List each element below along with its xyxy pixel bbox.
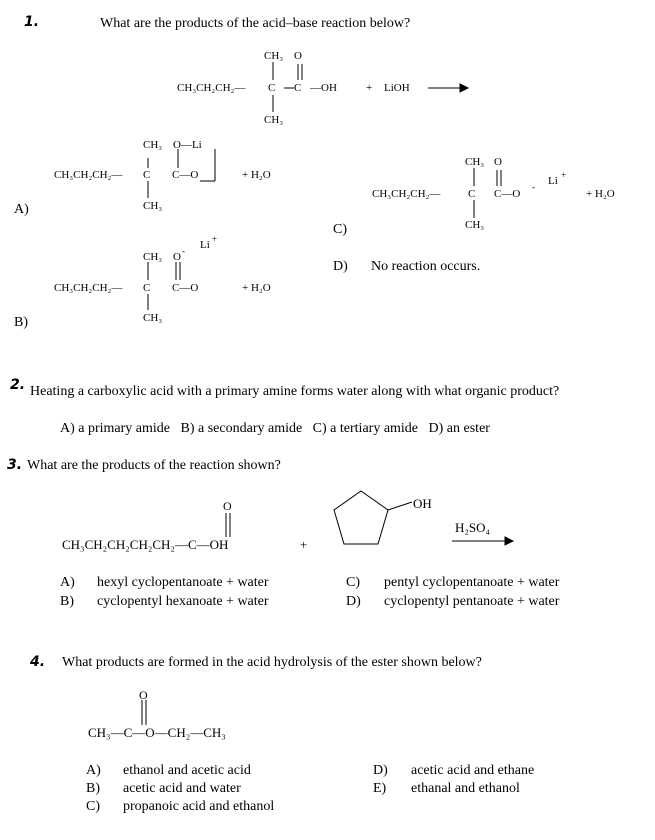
q1-choice-a-letter: A) (14, 202, 29, 217)
q1-reactant-c1: C (268, 82, 276, 94)
q4-o-top: O (139, 688, 148, 702)
q1c-o-top: O (494, 156, 502, 168)
q1b-o-top: O (173, 251, 181, 263)
q1b-chain: CH₃CH₂CH₂— (54, 282, 123, 294)
q1c-chain: CH₃CH₂CH₂— (372, 188, 441, 200)
q3-choice-b-letter: B) (60, 594, 74, 609)
q3-choice-c-text: pentyl cyclopentanoate + water (384, 575, 560, 590)
q4-choice-a-letter: A) (86, 763, 101, 778)
question-2-text: Heating a carboxylic acid with a primary amine forms water along with what organic product? (30, 384, 560, 399)
q3-choice-d-letter: D) (346, 594, 361, 609)
q3-oh: OH (413, 496, 432, 511)
q1-choice-c-letter: C) (333, 222, 347, 237)
q1a-c2: C—O (172, 169, 199, 181)
q3-choice-a-letter: A) (60, 575, 75, 590)
q1-reactant-lioh: LiOH (384, 82, 410, 94)
q1c-ch3-bottom: CH₃ (465, 219, 485, 231)
q1b-c1: C (143, 282, 151, 294)
question-number-2: 2. (10, 377, 26, 393)
q1c-c1: C (468, 188, 476, 200)
q1c-plus: + (561, 170, 567, 180)
q3-choice-c-letter: C) (346, 575, 360, 590)
q4-choice-d-letter: D) (373, 763, 388, 778)
q1c-minus: - (532, 182, 535, 192)
q1-choice-d-text: No reaction occurs. (371, 259, 481, 274)
q1-choice-b-letter: B) (14, 315, 28, 330)
q1a-c1: C (143, 169, 151, 181)
q4-choice-e-text: ethanal and ethanol (411, 781, 520, 796)
q1a-o-li: O—Li (173, 139, 202, 151)
q1b-li: Li (200, 239, 210, 251)
q1c-water: + H₂O (586, 188, 615, 200)
q1b-minus: - (182, 246, 185, 256)
q1-reactant-c2: C (294, 82, 302, 94)
q1-reactant-ch3-bottom: CH₃ (264, 114, 284, 126)
question-number-3: 3. (7, 457, 23, 473)
q4-choice-a-text: ethanol and acetic acid (123, 763, 251, 778)
q1a-ch3-bottom: CH₃ (143, 200, 163, 212)
q1c-li: Li (548, 175, 558, 187)
q3-acid-chain: CH₃CH₂CH₂CH₂CH₂—C—OH (62, 537, 229, 552)
q1a-water: + H₂O (242, 169, 271, 181)
q1-choice-d-letter: D) (333, 259, 348, 274)
question-3-text: What are the products of the reaction shown? (27, 458, 281, 473)
q3-choice-a-text: hexyl cyclopentanoate + water (97, 575, 269, 590)
q3-o-top: O (223, 499, 232, 513)
question-number-4: 4. (30, 654, 46, 670)
q1b-c2: C—O (172, 282, 199, 294)
question-number-1: 1. (24, 14, 40, 30)
q1-reactant-plus: + (366, 82, 373, 94)
q4-choice-e-letter: E) (373, 781, 387, 796)
q3-catalyst: H₂SO₄ (455, 520, 491, 535)
question-2-choices: A) a primary amide B) a secondary amide C) a tertiary amide D) an ester (60, 421, 490, 436)
q3-plus: + (300, 537, 308, 552)
question-4-text: What products are formed in the acid hydrolysis of the ester shown below? (62, 655, 482, 670)
q4-ester: CH₃—C—O—CH₂—CH₃ (88, 725, 226, 740)
q1a-ch3-top: CH₃ (143, 139, 163, 151)
q3-choice-b-text: cyclopentyl hexanoate + water (97, 594, 269, 609)
q1c-ch3-top: CH₃ (465, 156, 485, 168)
q1b-water: + H₂O (242, 282, 271, 294)
q4-choice-c-letter: C) (86, 799, 100, 814)
q4-choice-b-letter: B) (86, 781, 100, 796)
q1-reactant-ch3-top: CH₃ (264, 50, 284, 62)
q1b-ch3-top: CH₃ (143, 251, 163, 263)
q1c-c2: C—O (494, 188, 521, 200)
q3-choice-d-text: cyclopentyl pentanoate + water (384, 594, 560, 609)
q1-reactant-o-top: O (294, 50, 302, 62)
q1a-chain: CH₃CH₂CH₂— (54, 169, 123, 181)
q1-reactant-chain: CH₃CH₂CH₂— (177, 82, 246, 94)
q4-choice-c-text: propanoic acid and ethanol (123, 799, 275, 814)
q4-choice-b-text: acetic acid and water (123, 781, 241, 796)
q1b-ch3-bottom: CH₃ (143, 312, 163, 324)
q1b-plus: + (212, 234, 218, 244)
question-1-text: What are the products of the acid–base reaction below? (100, 16, 411, 31)
q1-reactant-oh: —OH (310, 82, 337, 94)
q4-choice-d-text: acetic acid and ethane (411, 763, 535, 778)
